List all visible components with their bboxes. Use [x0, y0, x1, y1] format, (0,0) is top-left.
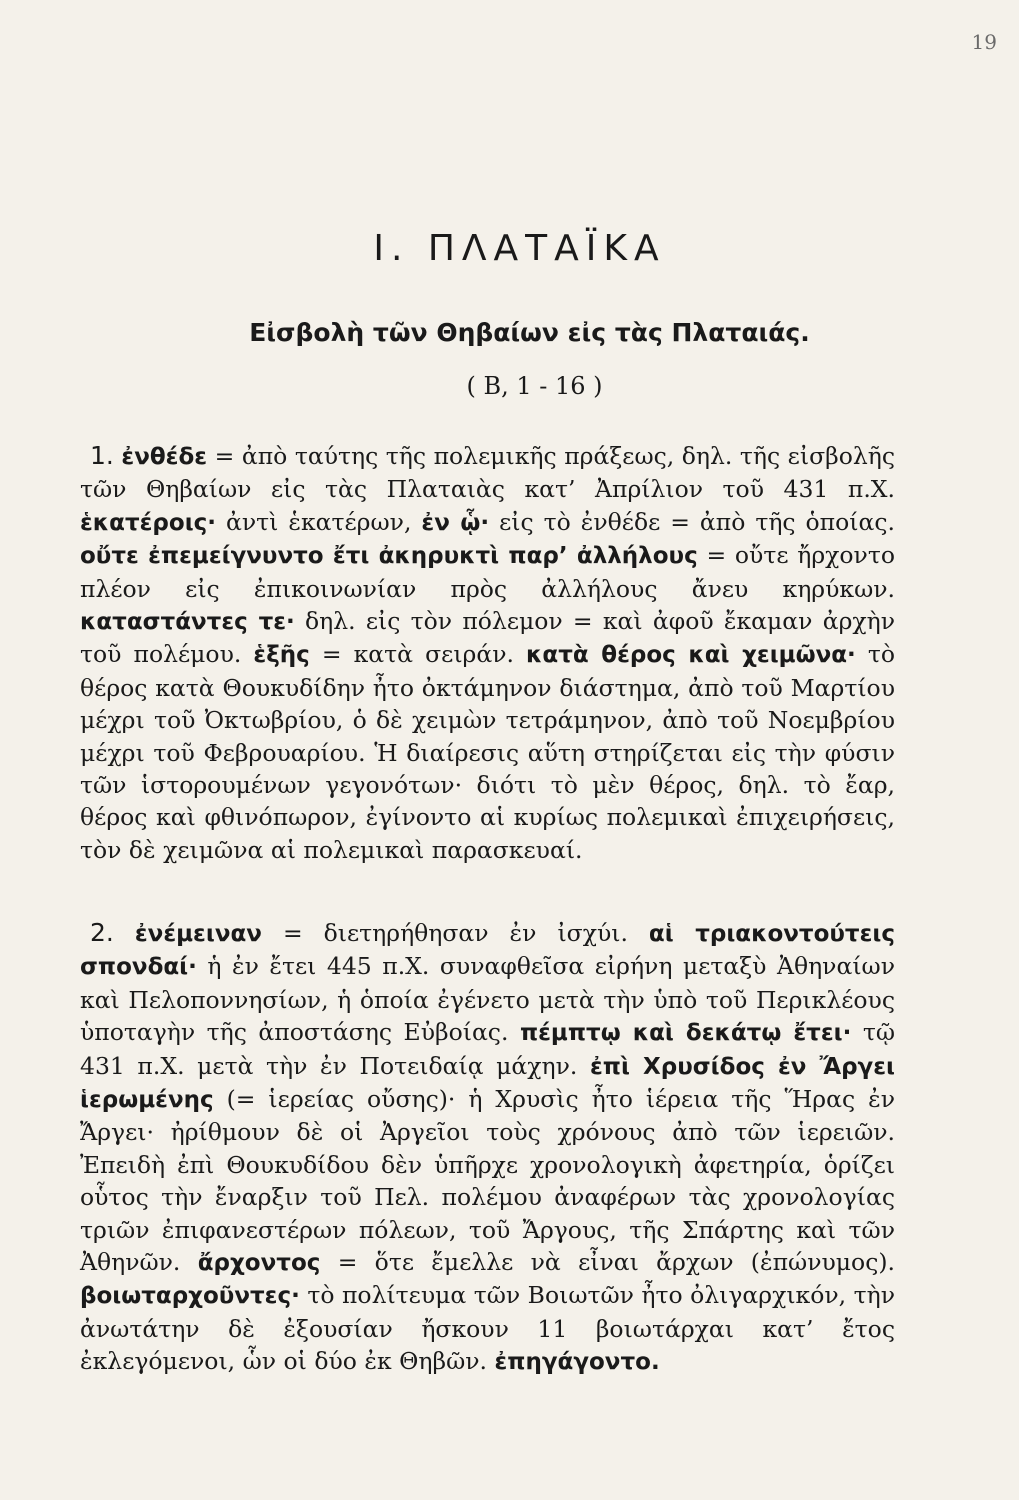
gloss: (= ἱερείας οὔσης)· ἡ Χρυσὶς ἦτο ἱέρεια τῆς Ἥρας ἐν Ἄργει· ἠρίθμουν δὲ οἱ Ἀργεῖοι τοὺς χρόνους ἀπὸ τῶν ἱερειῶν. Ἐπειδὴ ἐπὶ Θουκυδίδου δὲν ὑπῆρχε χρονολογικὴ ἀφετηρία, ὁρίζει οὗτος τὴν ἔναρξιν τοῦ Πελ. πολέμου ἀναφέρων τὰς χρονολογίας τριῶν ἐπιφανεστέρων πόλεων, τοῦ Ἄργους, τῆς Σπάρτης καὶ τῶν Ἀθηνῶν. [80, 1085, 895, 1277]
lemma: ἐπηγάγοντο. [494, 1349, 660, 1376]
commentary-paragraph [80, 440, 895, 866]
commentary-section-1 [80, 440, 895, 866]
gloss: ἡ ἐν ἔτει 445 π.Χ. συναφθεῖσα εἰρήνη μεταξὺ Ἀθηναίων καὶ Πελοποννησίων, ἡ ὁποία ἐγένετο μετὰ τὴν ὑπὸ τοῦ Περικλέους ὑποταγὴν τῆς ἀποστάσης Εὐβοίας. [80, 952, 895, 1047]
lemma: κατὰ θέρος καὶ χειμῶνα· [526, 642, 856, 669]
gloss: = ἀπὸ ταύτης τῆς πολεμικῆς πράξεως, δηλ. τῆς εἰσβολῆς τῶν Θηβαίων εἰς τὰς Πλαταιὰς κατ’ Ἀπρίλιον τοῦ 431 π.Χ. [80, 442, 895, 504]
lemma: αἱ τριακοντούτεις σπονδαί· [80, 921, 895, 981]
gloss: τῷ 431 π.Χ. μετὰ τὴν ἐν Ποτειδαίᾳ μάχην. [80, 1018, 895, 1080]
gloss: ἀντὶ ἑκατέρων, [216, 507, 422, 536]
lemma: ἑκατέροις· [80, 509, 217, 536]
lemma: ἄρχοντος [197, 1250, 321, 1277]
book-reference: ( Β, 1 - 16 ) [466, 372, 603, 400]
lemma: ἐνθέδε [121, 444, 208, 470]
lemma: ἐπὶ Χρυσίδος ἐν Ἄργει ἱερωμένης [80, 1053, 895, 1114]
gloss: = ὅτε ἔμελλε νὰ εἶναι ἄρχων (ἐπώνυμος). [320, 1248, 895, 1277]
section-number: 1. [90, 441, 114, 470]
page-number: 19 [971, 30, 997, 54]
lemma: ἑξῆς [253, 642, 310, 669]
commentary-section-2 [80, 917, 895, 1379]
commentary-paragraph [80, 917, 895, 1379]
chapter-title: I. ΠΛΑΤΑΪΚΑ [373, 228, 666, 269]
lemma: καταστάντες τε· [80, 609, 295, 636]
lemma: πέμπτῳ καὶ δεκάτῳ ἔτει· [519, 1020, 852, 1047]
lemma: ἐνέμειναν [134, 921, 262, 947]
gloss: εἰς τὸ ἐνθέδε = ἀπὸ τῆς ὁποίας. [489, 507, 895, 536]
section-subtitle: Εἰσβολὴ τῶν Θηβαίων εἰς τὰς Πλαταιάς. [249, 318, 810, 347]
gloss: δηλ. εἰς τὸν πόλεμον = καὶ ἀφοῦ ἔκαμαν ἀρχὴν τοῦ πολέμου. [80, 607, 895, 669]
lemma: ἐν ᾧ· [421, 509, 490, 536]
gloss: = κατὰ σειράν. [309, 640, 527, 669]
gloss: τὸ πολίτευμα τῶν Βοιωτῶν ἦτο ὀλιγαρχικόν, τὴν ἀνωτάτην δὲ ἐξουσίαν ἤσκουν 11 βοιωτάρχαι κατ’ ἔτος ἐκλεγόμενοι, ὧν οἱ δύο ἐκ Θηβῶν. [80, 1281, 895, 1376]
lemma: βοιωταρχοῦντες· [80, 1283, 300, 1310]
gloss: = οὔτε ἤρχοντο πλέον εἰς ἐπικοινωνίαν πρὸς ἀλλήλους ἄνευ κηρύκων. [80, 541, 895, 603]
gloss: = διετηρήθησαν ἐν ἰσχύι. [261, 919, 649, 947]
section-number: 2. [90, 918, 114, 947]
gloss: τὸ θέρος κατὰ Θουκυδίδην ἦτο ὀκτάμηνον διάστημα, ἀπὸ τοῦ Μαρτίου μέχρι τοῦ Ὀκτωβρίου, ὁ δὲ χειμὼν τετράμηνον, ἀπὸ τοῦ Νοεμβρίου μέχρι τοῦ Φεβρουαρίου. Ἡ διαίρεσις αὕτη στηρίζεται εἰς τὴν φύσιν τῶν ἱστορουμένων γεγονότων· διότι τὸ μὲν θέρος, δηλ. τὸ ἔαρ, θέρος καὶ φθινόπωρον, ἐγίνοντο αἱ κυρίως πολεμικαὶ ἐπιχειρήσεις, τὸν δὲ χειμῶνα αἱ πολεμικαὶ παρασκευαί. [80, 640, 896, 864]
lemma: οὔτε ἐπεμείγνυντο ἔτι ἀκηρυκτὶ παρ’ ἀλλήλους [80, 543, 698, 570]
